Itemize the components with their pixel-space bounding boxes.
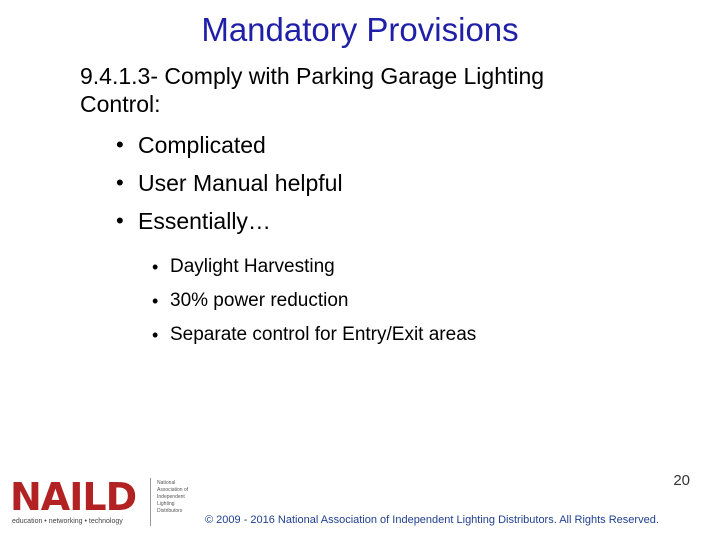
sub-bullet-item xyxy=(80,250,700,284)
sub-bullet-list xyxy=(80,250,700,352)
sub-bullet-text: Daylight Harvesting xyxy=(170,256,335,277)
naild-logo xyxy=(10,475,192,530)
logo-divider xyxy=(150,478,151,526)
bullet-text: User Manual helpful xyxy=(138,170,343,196)
bullet-marker: • xyxy=(116,208,124,233)
slide-title: Mandatory Provisions xyxy=(201,11,519,48)
copyright-notice: © 2009 - 2016 National Association of Independent Lighting Distributors. All Rights Reserved. xyxy=(205,514,659,526)
bullet-item xyxy=(80,202,700,240)
sub-bullet-marker: • xyxy=(152,291,159,311)
sub-bullet-text: Separate control for Entry/Exit areas xyxy=(170,324,477,345)
slide-content xyxy=(80,62,700,352)
bullet-item xyxy=(80,164,700,202)
bullet-marker: • xyxy=(116,170,124,195)
logo-wordmark: NAILD xyxy=(10,475,137,519)
bullet-text: Essentially… xyxy=(138,208,271,234)
provision-heading-line-1: 9.4.1.3- Comply with Parking Garage Lighting xyxy=(80,63,545,89)
sub-bullet-item xyxy=(80,284,700,318)
sub-bullet-text: 30% power reduction xyxy=(170,290,349,311)
sub-bullet-item xyxy=(80,318,700,352)
provision-heading-line-2: Control: xyxy=(80,91,161,117)
sub-bullet-marker: • xyxy=(152,325,159,345)
bullet-text: Complicated xyxy=(138,132,266,158)
logo-tagline: education • networking • technology xyxy=(12,518,123,525)
page-number: 20 xyxy=(673,472,690,489)
bullet-marker: • xyxy=(116,132,124,157)
bullet-item xyxy=(80,126,700,164)
sub-bullet-marker: • xyxy=(152,257,159,277)
logo-full-name: National Association of Independent Lighting Distributors xyxy=(157,480,189,514)
bullet-list xyxy=(80,126,700,240)
